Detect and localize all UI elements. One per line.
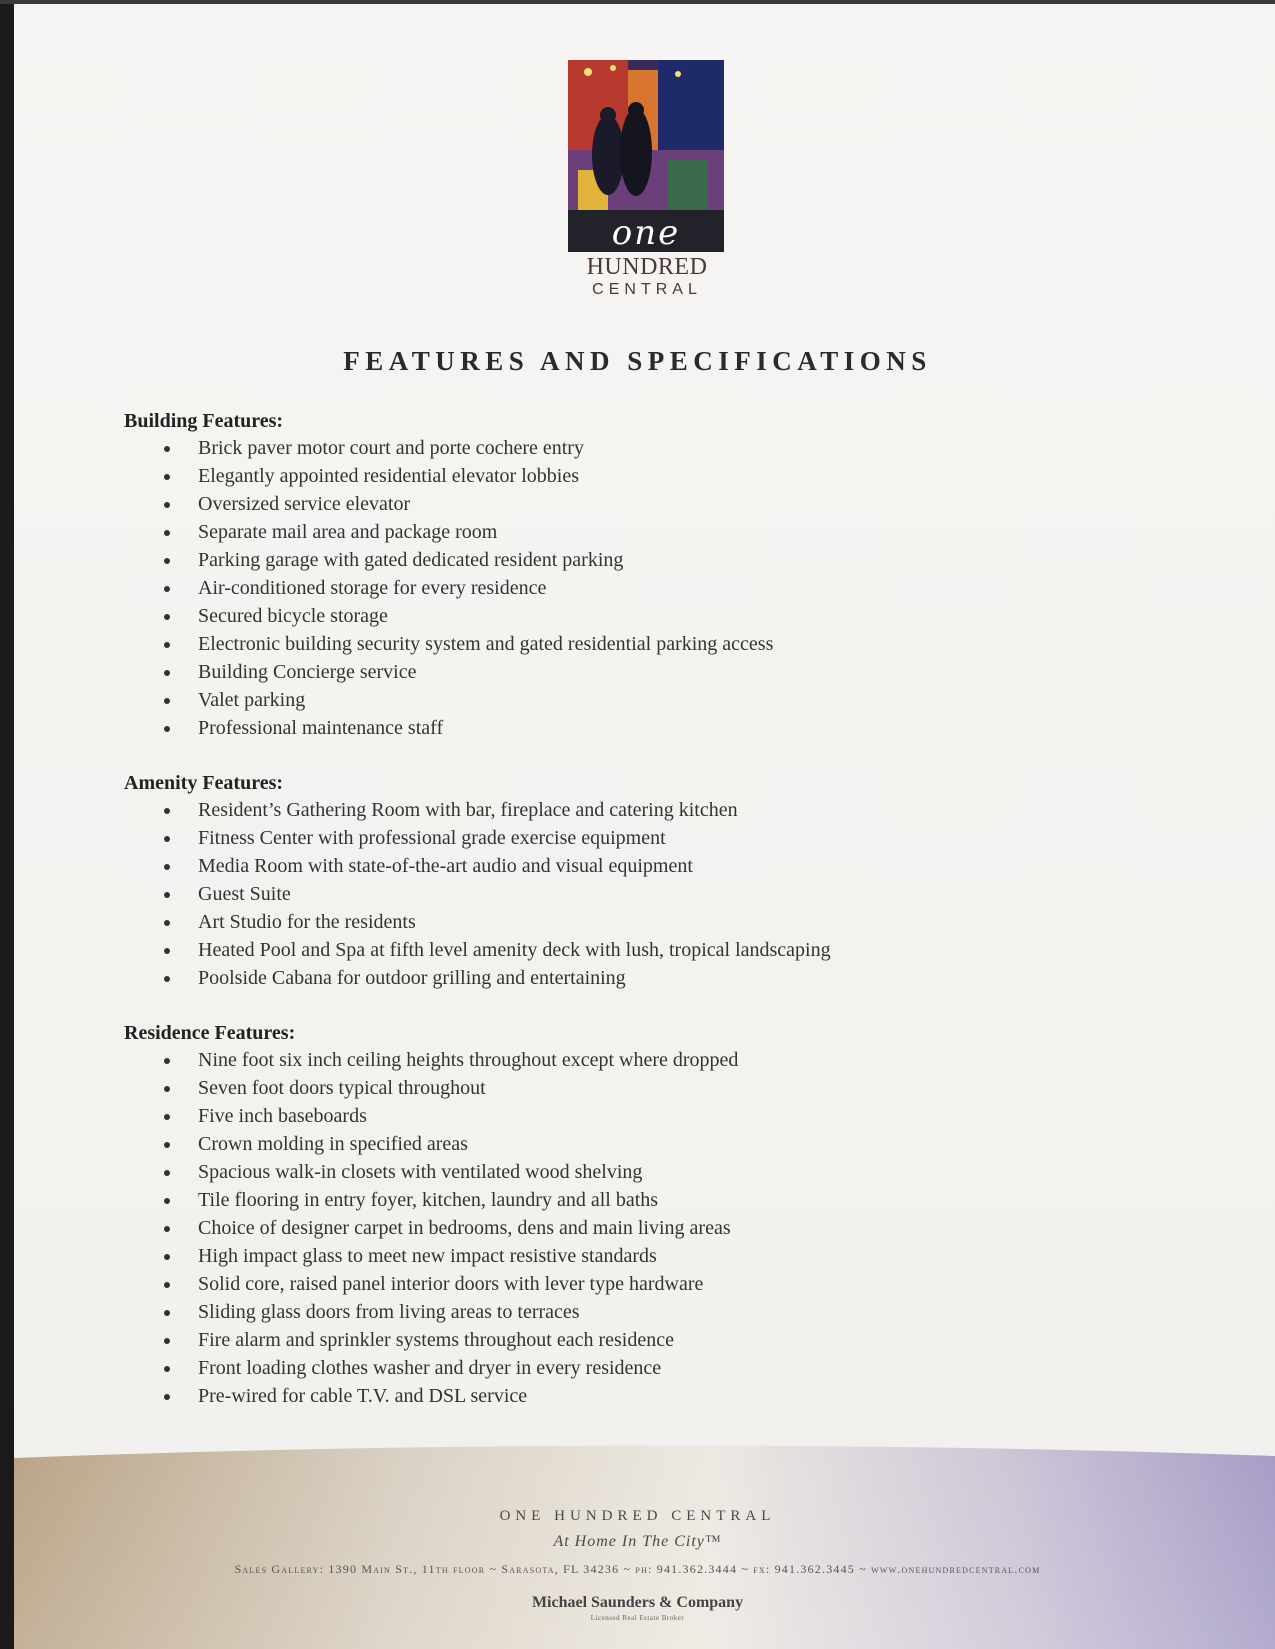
page-edge — [0, 0, 14, 1649]
list-item-text: Professional maintenance staff — [198, 717, 444, 739]
list-item-text: Five inch baseboards — [198, 1105, 367, 1127]
list-item — [124, 714, 1124, 742]
list-item-text: Choice of designer carpet in bedrooms, dens and main living areas — [198, 1217, 731, 1239]
list-item — [124, 796, 1124, 824]
bullet-icon — [164, 586, 170, 592]
bullet-icon — [164, 1058, 170, 1064]
list-item-text: Art Studio for the residents — [198, 911, 416, 933]
bullet-icon — [164, 920, 170, 926]
bullet-icon — [164, 558, 170, 564]
logo-central: CENTRAL — [592, 281, 702, 298]
footer-address: Sales Gallery: 1390 Main St., 11th floor ~ Sarasota, FL 34236 ~ ph: 941.362.3444 ~ fx: 941.362.3445 ~ www.onehundredcentral.com — [234, 1562, 1041, 1576]
list-item — [124, 434, 1124, 462]
list-item — [124, 490, 1124, 518]
list-item — [124, 602, 1124, 630]
footer-broker: Michael Saunders & Company — [531, 1594, 744, 1611]
list-item — [124, 518, 1124, 546]
list-item-text: Sliding glass doors from living areas to terraces — [198, 1301, 580, 1323]
list-item-text: Media Room with state-of-the-art audio and visual equipment — [198, 855, 693, 877]
bullet-icon — [164, 1198, 170, 1204]
list-item — [124, 1074, 1124, 1102]
list-item-text: Air-conditioned storage for every residence — [198, 577, 547, 599]
list-item-text: Fire alarm and sprinkler systems throughout each residence — [198, 1329, 674, 1351]
bullet-icon — [164, 1114, 170, 1120]
list-item-text: Poolside Cabana for outdoor grilling and entertaining — [198, 967, 626, 989]
list-item-text: Front loading clothes washer and dryer in every residence — [198, 1357, 662, 1379]
list-item-text: Seven foot doors typical throughout — [198, 1077, 486, 1099]
bullet-icon — [164, 808, 170, 814]
list-item-text: High impact glass to meet new impact resistive standards — [198, 1245, 657, 1267]
list-item — [124, 1158, 1124, 1186]
list-item — [124, 1326, 1124, 1354]
list-item — [124, 1242, 1124, 1270]
bullet-icon — [164, 1338, 170, 1344]
one-hundred-central-logo — [568, 60, 726, 300]
list-item — [124, 1130, 1124, 1158]
list-item — [124, 824, 1124, 852]
list-item-text: Crown molding in specified areas — [198, 1133, 468, 1155]
list-item-text: Oversized service elevator — [198, 493, 411, 515]
list-item — [124, 686, 1124, 714]
list-item — [124, 964, 1124, 992]
bullet-icon — [164, 1226, 170, 1232]
list-item-text: Heated Pool and Spa at fifth level amenity deck with lush, tropical landscaping — [198, 939, 831, 961]
footer-tagline: At Home In The City™ — [553, 1533, 722, 1550]
list-item-text: Secured bicycle storage — [198, 605, 388, 627]
bullet-icon — [164, 1142, 170, 1148]
list-item — [124, 1214, 1124, 1242]
bullet-icon — [164, 1366, 170, 1372]
section-heading: Amenity Features: — [124, 772, 284, 794]
bullet-icon — [164, 1170, 170, 1176]
footer-brand: ONE HUNDRED CENTRAL — [499, 1508, 776, 1524]
section-building-features — [124, 408, 1124, 742]
footer-broker-license: Licensed Real Estate Broker — [590, 1614, 685, 1622]
list-item-text: Parking garage with gated dedicated resident parking — [198, 549, 624, 571]
bullet-icon — [164, 446, 170, 452]
bullet-icon — [164, 1394, 170, 1400]
bullet-icon — [164, 670, 170, 676]
bullet-icon — [164, 948, 170, 954]
feature-list — [124, 796, 1124, 992]
list-item — [124, 574, 1124, 602]
list-item-text: Nine foot six inch ceiling heights throughout except where dropped — [198, 1049, 739, 1071]
list-item — [124, 1354, 1124, 1382]
list-item-text: Separate mail area and package room — [198, 521, 498, 543]
bullet-icon — [164, 836, 170, 842]
list-item — [124, 1102, 1124, 1130]
page-title: FEATURES AND SPECIFICATIONS — [343, 346, 932, 376]
bullet-icon — [164, 1254, 170, 1260]
feature-list — [124, 434, 1124, 742]
list-item — [124, 1270, 1124, 1298]
list-item — [124, 880, 1124, 908]
bullet-icon — [164, 698, 170, 704]
list-item — [124, 1186, 1124, 1214]
bullet-icon — [164, 976, 170, 982]
list-item — [124, 936, 1124, 964]
section-residence-features — [124, 1020, 1124, 1410]
section-amenity-features — [124, 770, 1124, 992]
bullet-icon — [164, 892, 170, 898]
list-item — [124, 1298, 1124, 1326]
bullet-icon — [164, 1086, 170, 1092]
list-item-text: Elegantly appointed residential elevator lobbies — [198, 465, 579, 487]
bullet-icon — [164, 502, 170, 508]
list-item-text: Electronic building security system and gated residential parking access — [198, 633, 774, 655]
logo-hundred: HUNDRED — [586, 254, 708, 280]
list-item-text: Guest Suite — [198, 883, 291, 905]
list-item-text: Resident’s Gathering Room with bar, fireplace and catering kitchen — [198, 799, 738, 821]
bullet-icon — [164, 864, 170, 870]
list-item — [124, 852, 1124, 880]
bullet-icon — [164, 474, 170, 480]
feature-list — [124, 1046, 1124, 1410]
list-item — [124, 1046, 1124, 1074]
list-item-text: Valet parking — [198, 689, 306, 711]
bullet-icon — [164, 1310, 170, 1316]
logo-script-one: one — [611, 213, 681, 252]
list-item — [124, 908, 1124, 936]
bullet-icon — [164, 614, 170, 620]
list-item — [124, 630, 1124, 658]
list-item — [124, 1382, 1124, 1410]
bullet-icon — [164, 642, 170, 648]
list-item — [124, 658, 1124, 686]
logo-painting — [568, 60, 724, 252]
list-item — [124, 546, 1124, 574]
section-heading: Residence Features: — [124, 1022, 296, 1044]
list-item-text: Solid core, raised panel interior doors with lever type hardware — [198, 1273, 704, 1295]
list-item-text: Fitness Center with professional grade exercise equipment — [198, 827, 666, 849]
list-item-text: Brick paver motor court and porte cochere entry — [198, 437, 584, 459]
bullet-icon — [164, 530, 170, 536]
section-heading: Building Features: — [124, 410, 284, 432]
bullet-icon — [164, 726, 170, 732]
list-item-text: Building Concierge service — [198, 661, 417, 683]
list-item-text: Spacious walk-in closets with ventilated wood shelving — [198, 1161, 643, 1183]
bullet-icon — [164, 1282, 170, 1288]
list-item — [124, 462, 1124, 490]
list-item-text: Tile flooring in entry foyer, kitchen, laundry and all baths — [198, 1189, 659, 1211]
list-item-text: Pre-wired for cable T.V. and DSL service — [198, 1385, 528, 1407]
